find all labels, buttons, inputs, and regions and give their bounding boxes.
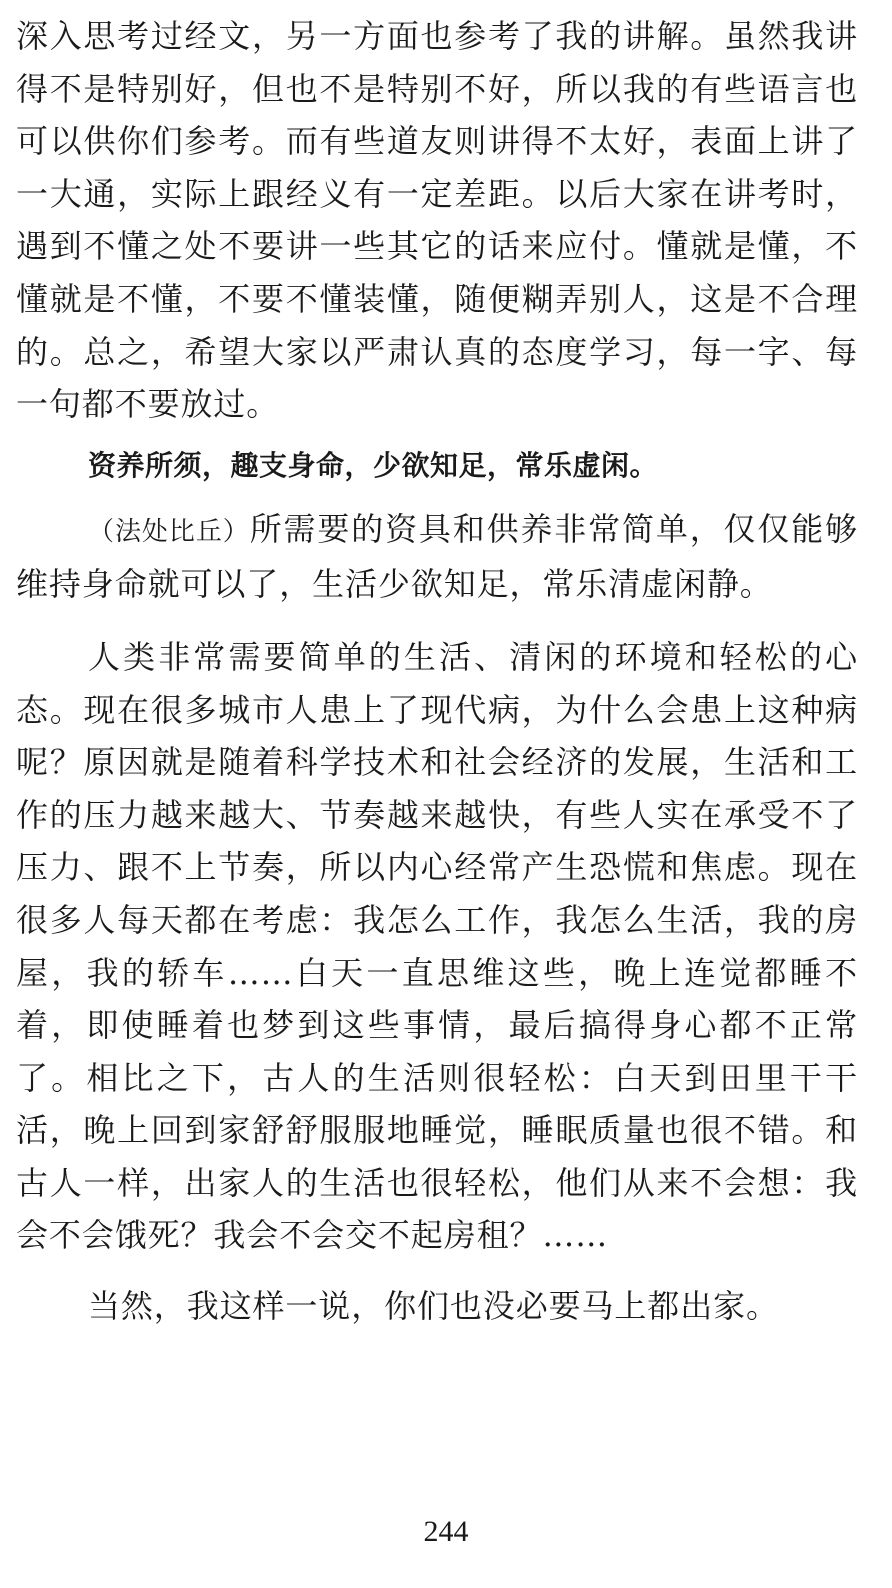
paragraph-discussion: 人类非常需要简单的生活、清闲的环境和轻松的心态。现在很多城市人患上了现代病，为什么会患上这种病呢？原因就是随着科学技术和社会经济的发展，生活和工作的压力越来越大、节奏越来越快，有些人实在承受不了压力、跟不上节奏，所以内心经常产生恐慌和焦虑。现在很多人每天都在考虑：我怎么工作，我怎么生活，我的房屋，我的轿车……白天一直思维这些，晚上连觉都睡不着，即使睡着也梦到这些事情，最后搞得身心都不正常了。相比之下，古人的生活则很轻松：白天到田里干干活，晚上回到家舒舒服服地睡觉，睡眠质量也很不错。和古人一样，出家人的生活也很轻松，他们从来不会想：我会不会饿死？我会不会交不起房租？…… bbox=[16, 637, 858, 1255]
commentary-text: 所需要的资具和供养非常简单，仅仅能够维持身命就可以了，生活少欲知足，常乐清虚闲静。 bbox=[16, 509, 858, 604]
page-body bbox=[16, 10, 858, 1333]
commentary-label: （法处比丘） bbox=[88, 516, 250, 547]
paragraph-commentary bbox=[16, 503, 858, 611]
page-number: 244 bbox=[423, 1515, 469, 1548]
scripture-verse: 资养所须，趣支身命，少欲知足，常乐虚闲。 bbox=[88, 448, 659, 482]
paragraph-closing: 当然，我这样一说，你们也没必要马上都出家。 bbox=[88, 1287, 779, 1326]
paragraph-continuation: 深入思考过经文，另一方面也参考了我的讲解。虽然我讲得不是特别好，但也不是特别不好，所以我的有些语言也可以供你们参考。而有些道友则讲得不太好，表面上讲了一大通，实际上跟经义有一定差距。以后大家在讲考时，遇到不懂之处不要讲一些其它的话来应付。懂就是懂，不懂就是不懂，不要不懂装懂，随便糊弄别人，这是不合理的。总之，希望大家以严肃认真的态度学习，每一字、每一句都不要放过。 bbox=[16, 17, 858, 424]
